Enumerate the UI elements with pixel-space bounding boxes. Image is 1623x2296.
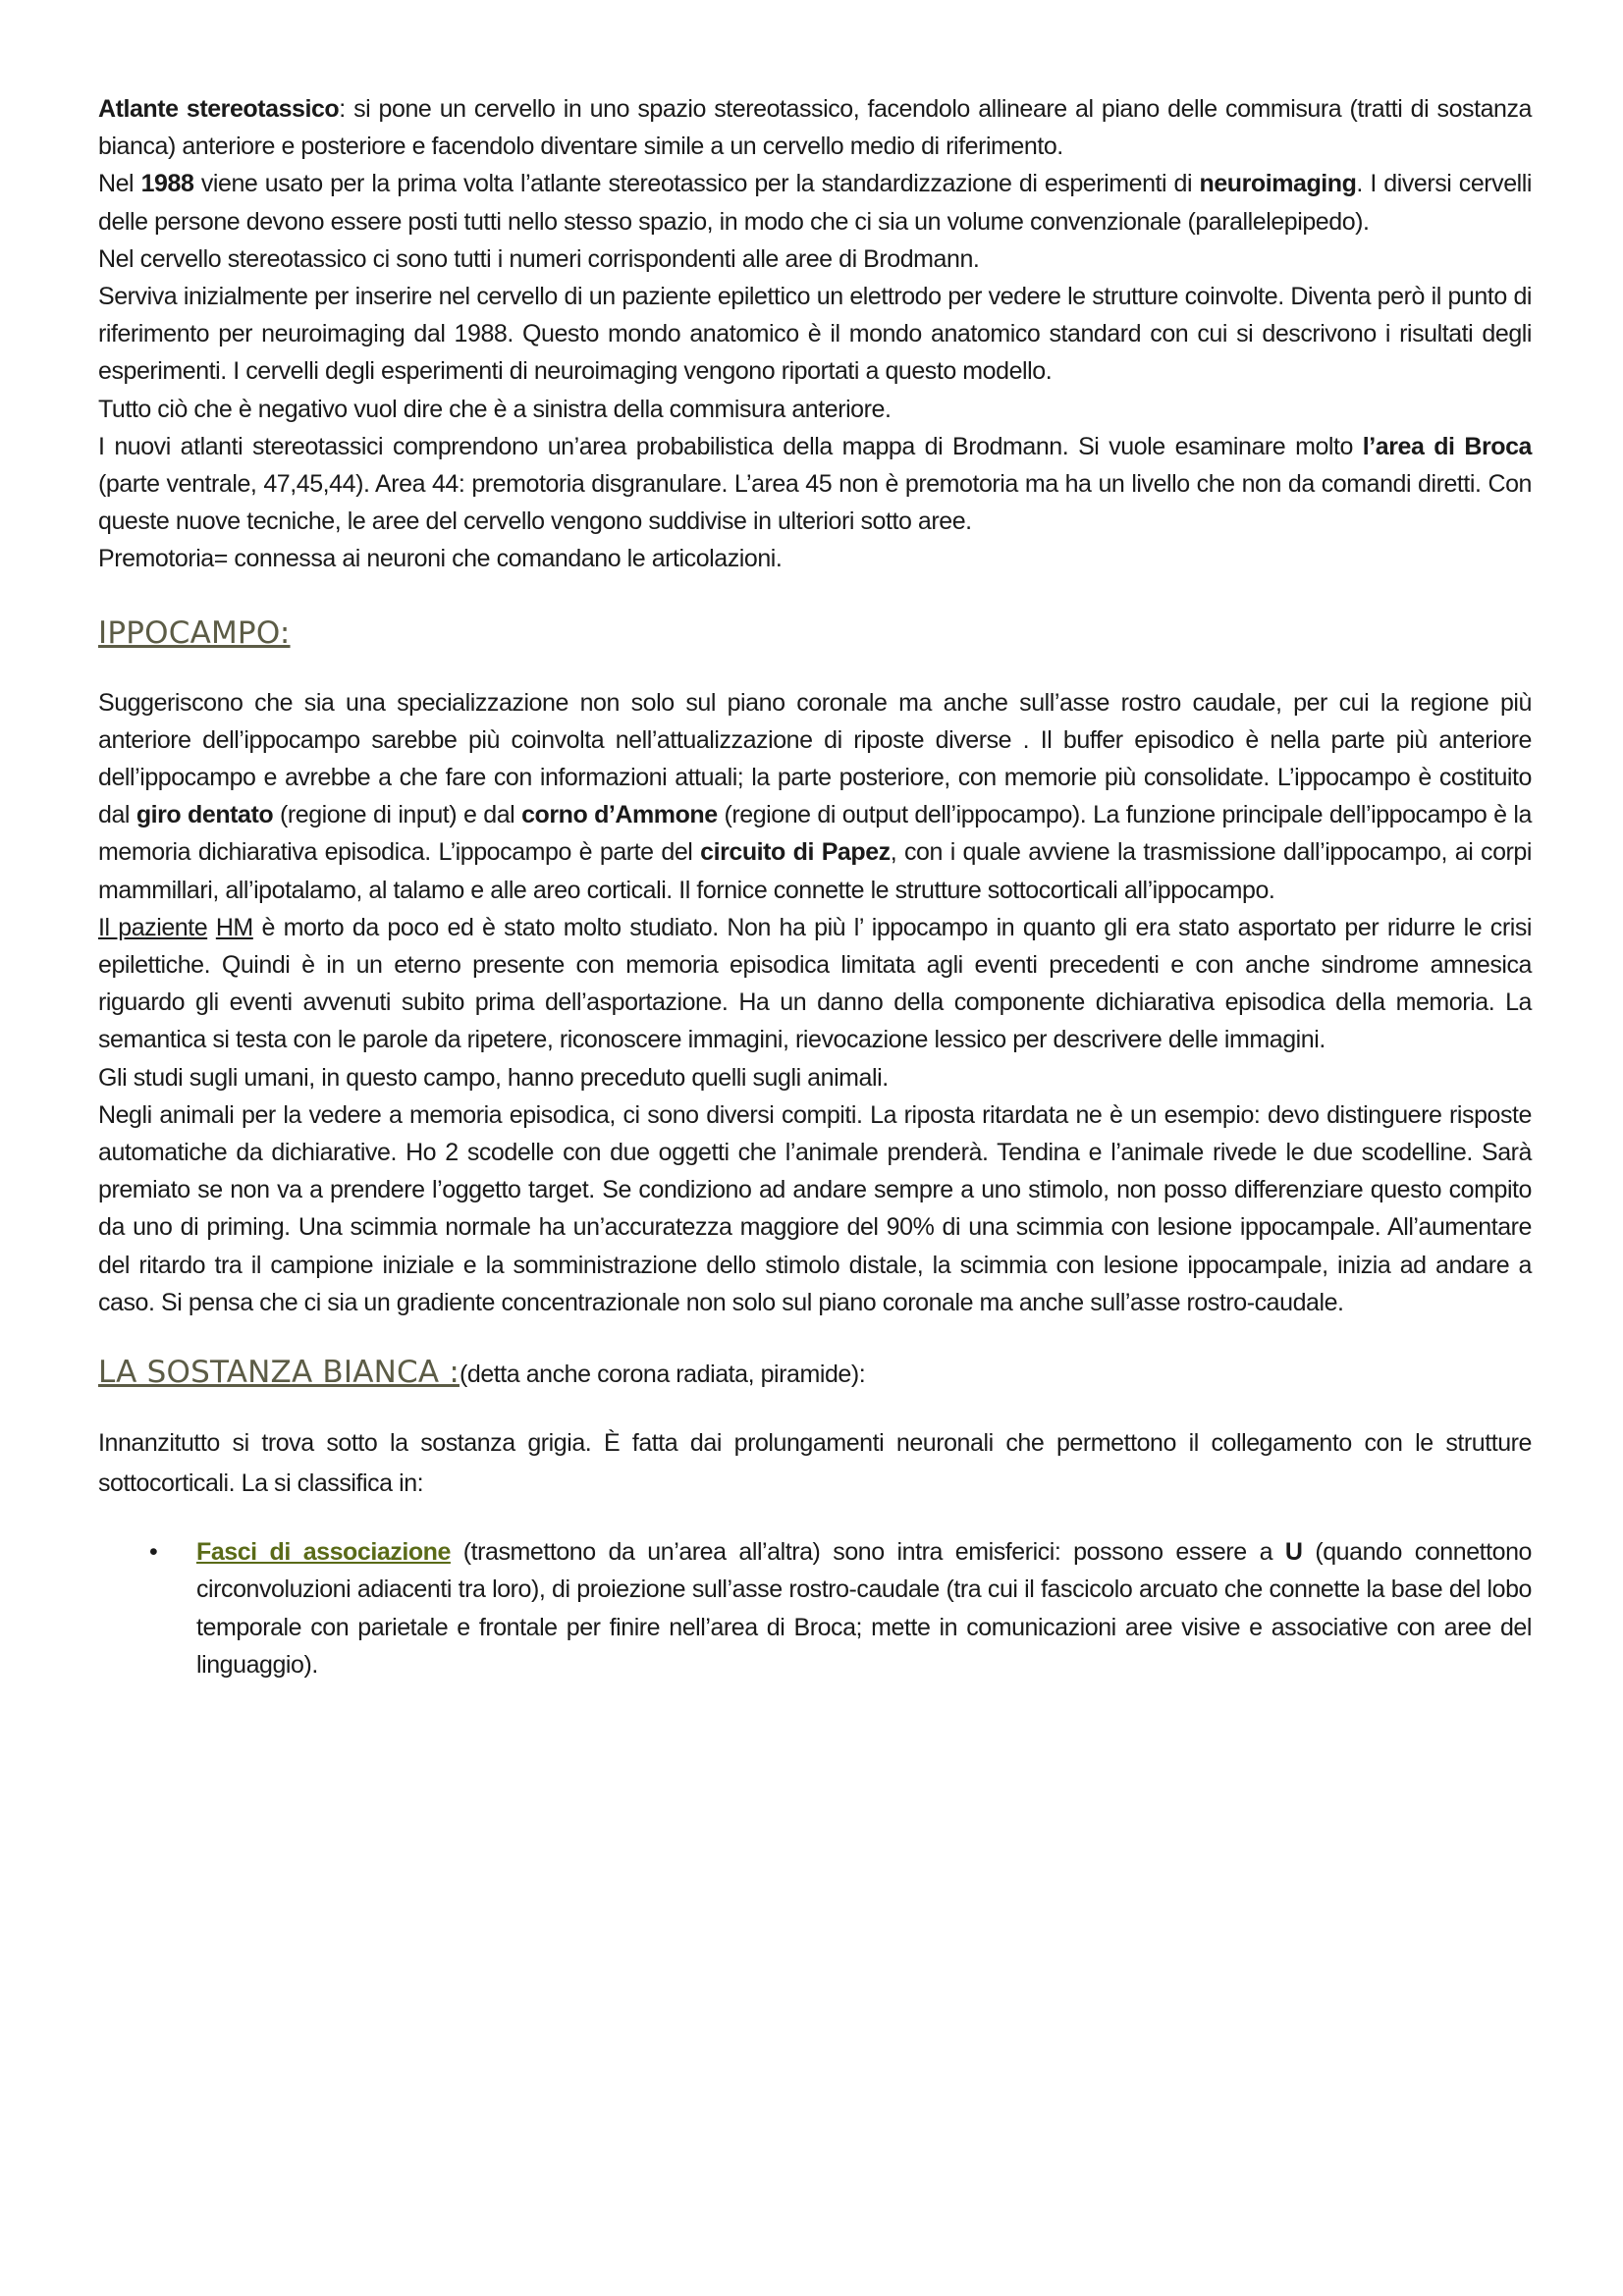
term-neuroimaging: neuroimaging: [1199, 170, 1357, 198]
paragraph-brodmann: Nel cervello stereotassico ci sono tutti i numeri corrispondenti alle aree di Brodmann.: [98, 244, 980, 273]
bullet-icon: •: [149, 1538, 158, 1567]
term-u: U: [1284, 1538, 1303, 1567]
paragraph-atlante: [98, 90, 1532, 165]
paragraph-innanzitutto: Innanzitutto si trova sotto la sostanza grigia. È fatta dai prolungamenti neuronali che permettono il collegamento con le strutture sottocorticali. La si classifica in:: [98, 1429, 1532, 1498]
text: . I diversi cervelli delle persone devono essere posti tutti nello stesso spazio, in modo che ci sia un volume convenzionale (parallelepipedo).: [98, 170, 1532, 236]
underlined-hm: HM: [215, 913, 253, 941]
text: I nuovi atlanti stereotassici comprendono un’area probabilistica della mappa di Brodmann. Si vuole esaminare molto: [98, 432, 1363, 460]
term-corno-ammone: corno d’Ammone: [521, 801, 718, 829]
text: (trasmettono da un’area all’altra) sono intra emisferici: possono essere a: [450, 1538, 1285, 1567]
text: Nel: [98, 170, 141, 198]
text: [207, 914, 216, 941]
text: : si pone un cervello in uno spazio stereotassico, facendolo allineare al piano delle commisura (tratti di sostanza bianca) anteriore e posteriore e facendolo diventare simile a un cervello medio di riferimento.: [98, 95, 1532, 161]
paragraph-studi-umani: Gli studi sugli umani, in questo campo, hanno preceduto quelli sugli animali.: [98, 1063, 889, 1092]
section-ippocampo-header: [98, 612, 1532, 661]
paragraph-suggeriscono: [98, 684, 1532, 909]
term-atlante-stereotassico: Atlante stereotassico: [98, 95, 340, 123]
heading-sostanza-bianca: LA SOSTANZA BIANCA :: [98, 1355, 460, 1391]
term-circuito-papez: circuito di Papez: [700, 838, 891, 867]
document-page: [98, 90, 1532, 1683]
text: Suggeriscono che sia una specializzazione non solo sul piano coronale ma anche sull’asse rostro caudale, per cui la regione più anteriore dell’ippocampo sarebbe più coinvolta nell’attualizzazione di riposte diverse . Il buffer episodico è nella parte più anteriore dell’ippocampo e avrebbe a che fare con informazioni attuali; la parte posteriore, con memorie più consolidate. L’ippocampo è costituito dal: [98, 688, 1532, 829]
text: (parte ventrale, 47,45,44). Area 44: premotoria disgranulare. L’area 45 non è premotoria ma ha un livello che non da comandi diretti. Con queste nuove tecniche, le aree del cervello vengono suddivise in ulteriori sotto aree.: [98, 470, 1532, 536]
paragraph-serviva: Serviva inizialmente per inserire nel cervello di un paziente epilettico un elettrodo per vedere le strutture coinvolte. Diventa però il punto di riferimento per neuroimaging dal 1988. Questo mondo anatomico è il mondo anatomico standard con cui si descrivono i risultati degli esperimenti. I cervelli degli esperimenti di neuroimaging vengono riportati a questo modello.: [98, 283, 1532, 386]
paragraph-negativo: Tutto ciò che è negativo vuol dire che è a sinistra della commisura anteriore.: [98, 395, 892, 423]
term-fasci-associazione: Fasci di associazione: [196, 1538, 451, 1567]
text: (regione di input) e dal: [273, 801, 522, 829]
section-sostanza-bianca-header: [98, 1351, 1532, 1400]
underlined-il-paziente: Il paziente: [98, 913, 208, 941]
list-item: [98, 1533, 1532, 1683]
list-item-text: [196, 1533, 1532, 1683]
heading-subtitle: (detta anche corona radiata, piramide):: [459, 1361, 866, 1389]
year-1988: 1988: [140, 170, 194, 198]
paragraph-animali: Negli animali per la vedere a memoria episodica, ci sono diversi compiti. La riposta ritardata ne è un esempio: devo distinguere risposte automatiche da dichiarative. Ho 2 scodelle con due oggetti che l’animale prenderà. Tendina e l’animale rivede le due scodelline. Sarà premiato se non va a prendere l’oggetto target. Se condiziono ad andare sempre a uno stimolo, non posso differenziare questo compito da uno di priming. Una scimmia normale ha un’accuratezza maggiore del 90% di una scimmia con lesione ippocampale. All’aumentare del ritardo tra il campione iniziale e la somministrazione dello stimolo distale, la scimmia con lesione ippocampale, inizia ad andare a caso. Si pensa che ci sia un gradiente concentrazionale non solo sul piano coronale ma anche sull’asse rostro-caudale.: [98, 1100, 1532, 1316]
paragraph-1988: [98, 165, 1532, 240]
text: , con i quale avviene la trasmissione dall’ippocampo, ai corpi mammillari, all’ipotalamo, al talamo e alle areo corticali. Il fornice connette le strutture sottocorticali all’ippocampo.: [98, 838, 1532, 904]
term-giro-dentato: giro dentato: [135, 801, 274, 829]
paragraph-premotoria: Premotoria= connessa ai neuroni che comandano le articolazioni.: [98, 545, 783, 573]
classification-list: [98, 1533, 1532, 1683]
text: (quando connettono circonvoluzioni adiacenti tra loro), di proiezione sull’asse rostro-caudale (tra cui il fascicolo arcuato che connette la base del lobo temporale con parietale e frontale per finire nell’area di Broca; mette in comunicazioni aree visive e associative con aree del linguaggio).: [196, 1538, 1532, 1679]
text: viene usato per la prima volta l’atlante stereotassico per la standardizzazione di esperimenti di: [193, 170, 1200, 198]
term-area-di-broca: l’area di Broca: [1362, 432, 1532, 460]
text: è morto da poco ed è stato molto studiato. Non ha più l’ ippocampo in quanto gli era stato asportato per ridurre le crisi epilettiche. Quindi è in un eterno presente con memoria episodica limitata agli eventi precedenti e con anche sindrome amnesica riguardo gli eventi avvenuti subito prima dell’asportazione. Ha un danno della componente dichiarativa episodica della memoria. La semantica si testa con le parole da ripetere, riconoscere immagini, rievocazione lessico per descrivere delle immagini.: [98, 913, 1532, 1054]
text: (regione di output dell’ippocampo). La funzione principale dell’ippocampo è la memoria dichiarativa episodica. L’ippocampo è parte del: [98, 801, 1532, 867]
paragraph-nuovi-atlanti: [98, 428, 1532, 541]
paragraph-paziente-hm: [98, 909, 1532, 1059]
heading-ippocampo: IPPOCAMPO:: [98, 614, 291, 651]
